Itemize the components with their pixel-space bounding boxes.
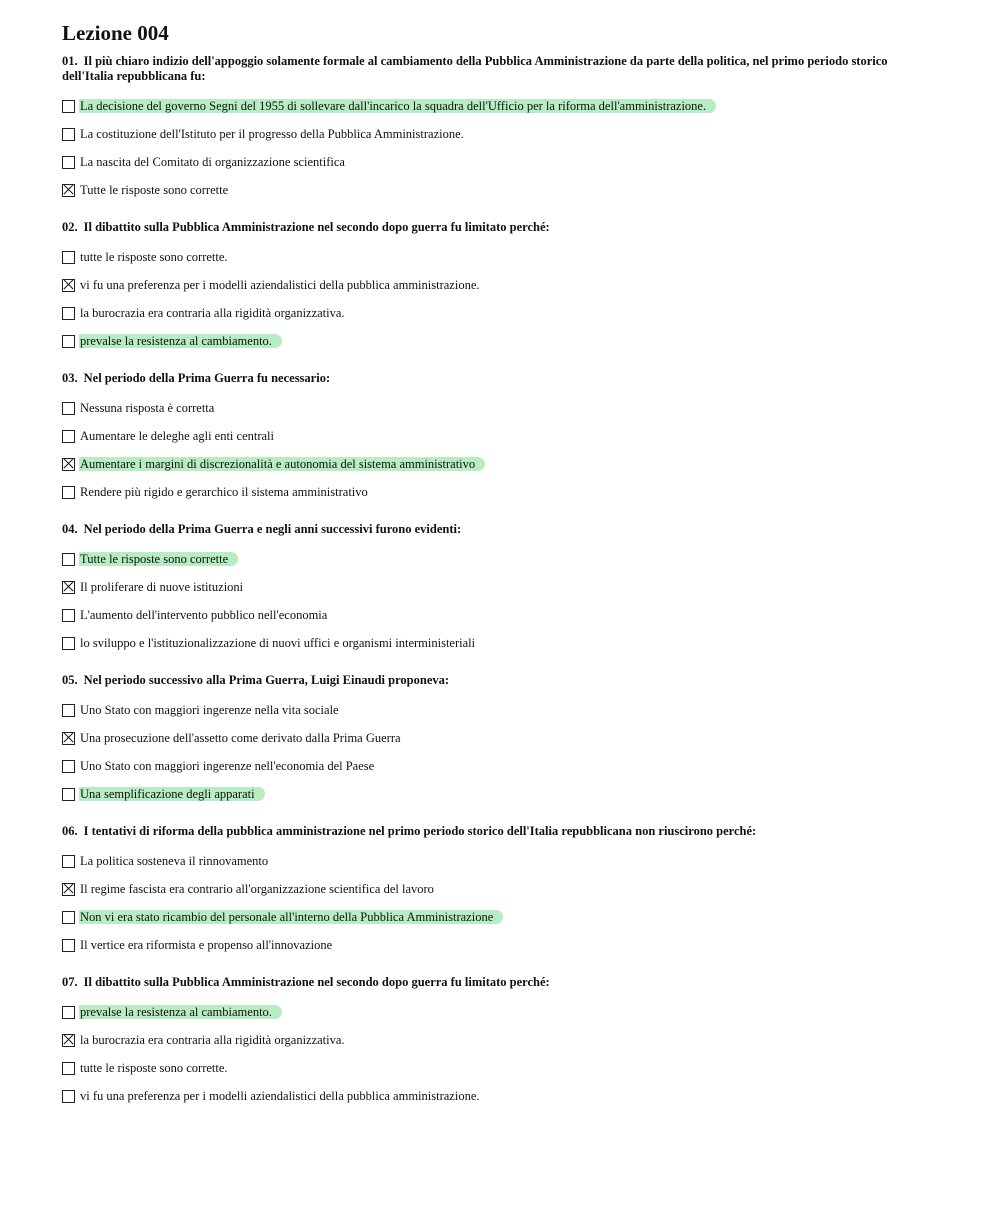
answer-option[interactable]	[62, 601, 942, 629]
answer-label: La nascita del Comitato di organizzazione scientifica	[80, 155, 345, 169]
empty-checkbox[interactable]	[62, 128, 75, 141]
question-text	[62, 673, 942, 688]
answer-option[interactable]	[62, 327, 942, 355]
correct-answer-label: prevalse la resistenza al cambiamento.	[79, 1005, 282, 1019]
answer-option[interactable]	[62, 780, 942, 808]
question-1	[62, 54, 942, 204]
question-7	[62, 975, 942, 1110]
question-label: I tentativi di riforma della pubblica amministrazione nel primo periodo storico dell'Italia repubblicana non riuscirono perché:	[83, 824, 757, 838]
answer-option[interactable]	[62, 271, 942, 299]
question-5	[62, 673, 942, 808]
answer-label: Una prosecuzione dell'assetto come derivato dalla Prima Guerra	[80, 731, 401, 745]
empty-checkbox[interactable]	[62, 486, 75, 499]
answer-option[interactable]	[62, 1082, 942, 1110]
answer-label: La costituzione dell'Istituto per il progresso della Pubblica Amministrazione.	[80, 127, 464, 141]
empty-checkbox[interactable]	[62, 855, 75, 868]
empty-checkbox[interactable]	[62, 1006, 75, 1019]
answer-label: vi fu una preferenza per i modelli aziendalistici della pubblica amministrazione.	[80, 1089, 480, 1103]
question-label: Nel periodo della Prima Guerra e negli anni successivi furono evidenti:	[83, 522, 462, 536]
empty-checkbox[interactable]	[62, 402, 75, 415]
answer-option[interactable]	[62, 931, 942, 959]
empty-checkbox[interactable]	[62, 1062, 75, 1075]
correct-answer-label: Una semplificazione degli apparati	[79, 787, 265, 801]
answer-label: Aumentare le deleghe agli enti centrali	[80, 429, 275, 443]
answer-option[interactable]	[62, 148, 942, 176]
answer-option[interactable]	[62, 847, 942, 875]
answer-option[interactable]	[62, 243, 942, 271]
correct-answer-label: Tutte le risposte sono corrette	[79, 552, 238, 566]
question-label: Nel periodo della Prima Guerra fu necessario:	[83, 371, 331, 385]
answer-option[interactable]	[62, 478, 942, 506]
question-label: Il dibattito sulla Pubblica Amministrazione nel secondo dopo guerra fu limitato perché:	[83, 975, 550, 989]
empty-checkbox[interactable]	[62, 335, 75, 348]
question-6	[62, 824, 942, 959]
question-number: 02.	[62, 220, 78, 234]
answer-label: Uno Stato con maggiori ingerenze nell'economia del Paese	[80, 759, 375, 773]
answer-label: tutte le risposte sono corrette.	[80, 1061, 228, 1075]
question-text	[62, 54, 942, 84]
empty-checkbox[interactable]	[62, 1090, 75, 1103]
checked-checkbox[interactable]	[62, 732, 75, 745]
empty-checkbox[interactable]	[62, 704, 75, 717]
question-list	[62, 54, 942, 1110]
quiz-page	[62, 20, 942, 1126]
empty-checkbox[interactable]	[62, 307, 75, 320]
answer-label: Rendere più rigido e gerarchico il sistema amministrativo	[80, 485, 368, 499]
answer-label: Tutte le risposte sono corrette	[80, 183, 229, 197]
answer-label: Nessuna risposta è corretta	[80, 401, 215, 415]
question-3	[62, 371, 942, 506]
answer-label: Uno Stato con maggiori ingerenze nella vita sociale	[80, 703, 339, 717]
answer-label: La politica sosteneva il rinnovamento	[80, 854, 269, 868]
answer-option[interactable]	[62, 92, 942, 120]
answer-option[interactable]	[62, 629, 942, 657]
question-text	[62, 371, 942, 386]
question-number: 05.	[62, 673, 78, 687]
answer-option[interactable]	[62, 176, 942, 204]
answer-label: Il proliferare di nuove istituzioni	[80, 580, 244, 594]
answer-option[interactable]	[62, 1026, 942, 1054]
empty-checkbox[interactable]	[62, 939, 75, 952]
answer-option[interactable]	[62, 299, 942, 327]
question-label: Nel periodo successivo alla Prima Guerra, Luigi Einaudi proponeva:	[83, 673, 450, 687]
empty-checkbox[interactable]	[62, 609, 75, 622]
answer-option[interactable]	[62, 903, 942, 931]
answer-option[interactable]	[62, 1054, 942, 1082]
answer-label: tutte le risposte sono corrette.	[80, 250, 228, 264]
checked-checkbox[interactable]	[62, 883, 75, 896]
checked-checkbox[interactable]	[62, 458, 75, 471]
empty-checkbox[interactable]	[62, 911, 75, 924]
answer-label: lo sviluppo e l'istituzionalizzazione di nuovi uffici e organismi interministeriali	[80, 636, 476, 650]
answer-label: la burocrazia era contraria alla rigidità organizzativa.	[80, 306, 345, 320]
checked-checkbox[interactable]	[62, 581, 75, 594]
answer-option[interactable]	[62, 450, 942, 478]
answer-option[interactable]	[62, 998, 942, 1026]
lesson-title: Lezione 004	[62, 21, 169, 45]
question-text	[62, 522, 942, 537]
checked-checkbox[interactable]	[62, 1034, 75, 1047]
answer-option[interactable]	[62, 394, 942, 422]
empty-checkbox[interactable]	[62, 553, 75, 566]
correct-answer-label: Aumentare i margini di discrezionalità e autonomia del sistema amministrativo	[79, 457, 485, 471]
answer-option[interactable]	[62, 545, 942, 573]
empty-checkbox[interactable]	[62, 637, 75, 650]
answer-option[interactable]	[62, 724, 942, 752]
empty-checkbox[interactable]	[62, 100, 75, 113]
correct-answer-label: prevalse la resistenza al cambiamento.	[79, 334, 282, 348]
checked-checkbox[interactable]	[62, 279, 75, 292]
question-text	[62, 824, 942, 839]
answer-label: Il vertice era riformista e propenso all'innovazione	[80, 938, 333, 952]
answer-label: L'aumento dell'intervento pubblico nell'economia	[80, 608, 328, 622]
question-number: 06.	[62, 824, 78, 838]
answer-option[interactable]	[62, 120, 942, 148]
question-2	[62, 220, 942, 355]
correct-answer-label: Non vi era stato ricambio del personale all'interno della Pubblica Amministrazione	[79, 910, 503, 924]
empty-checkbox[interactable]	[62, 788, 75, 801]
question-text	[62, 975, 942, 990]
question-number: 04.	[62, 522, 78, 536]
answer-label: Il regime fascista era contrario all'organizzazione scientifica del lavoro	[80, 882, 434, 896]
answer-label: vi fu una preferenza per i modelli aziendalistici della pubblica amministrazione.	[80, 278, 480, 292]
answer-option[interactable]	[62, 573, 942, 601]
correct-answer-label: La decisione del governo Segni del 1955 di sollevare dall'incarico la squadra dell'Ufficio per la riforma dell'amministrazione.	[79, 99, 716, 113]
question-label: Il più chiaro indizio dell'appoggio solamente formale al cambiamento della Pubblica Amministrazione da parte della politica, nel primo periodo storico dell'Italia repubblicana fu:	[62, 54, 888, 83]
empty-checkbox[interactable]	[62, 156, 75, 169]
question-4	[62, 522, 942, 657]
answer-option[interactable]	[62, 696, 942, 724]
answer-option[interactable]	[62, 422, 942, 450]
question-number: 03.	[62, 371, 78, 385]
answer-option[interactable]	[62, 875, 942, 903]
question-number: 01.	[62, 54, 78, 68]
empty-checkbox[interactable]	[62, 760, 75, 773]
question-text	[62, 220, 942, 235]
answer-option[interactable]	[62, 752, 942, 780]
question-label: Il dibattito sulla Pubblica Amministrazione nel secondo dopo guerra fu limitato perché:	[83, 220, 550, 234]
empty-checkbox[interactable]	[62, 251, 75, 264]
answer-label: la burocrazia era contraria alla rigidità organizzativa.	[80, 1033, 345, 1047]
question-number: 07.	[62, 975, 78, 989]
checked-checkbox[interactable]	[62, 184, 75, 197]
empty-checkbox[interactable]	[62, 430, 75, 443]
